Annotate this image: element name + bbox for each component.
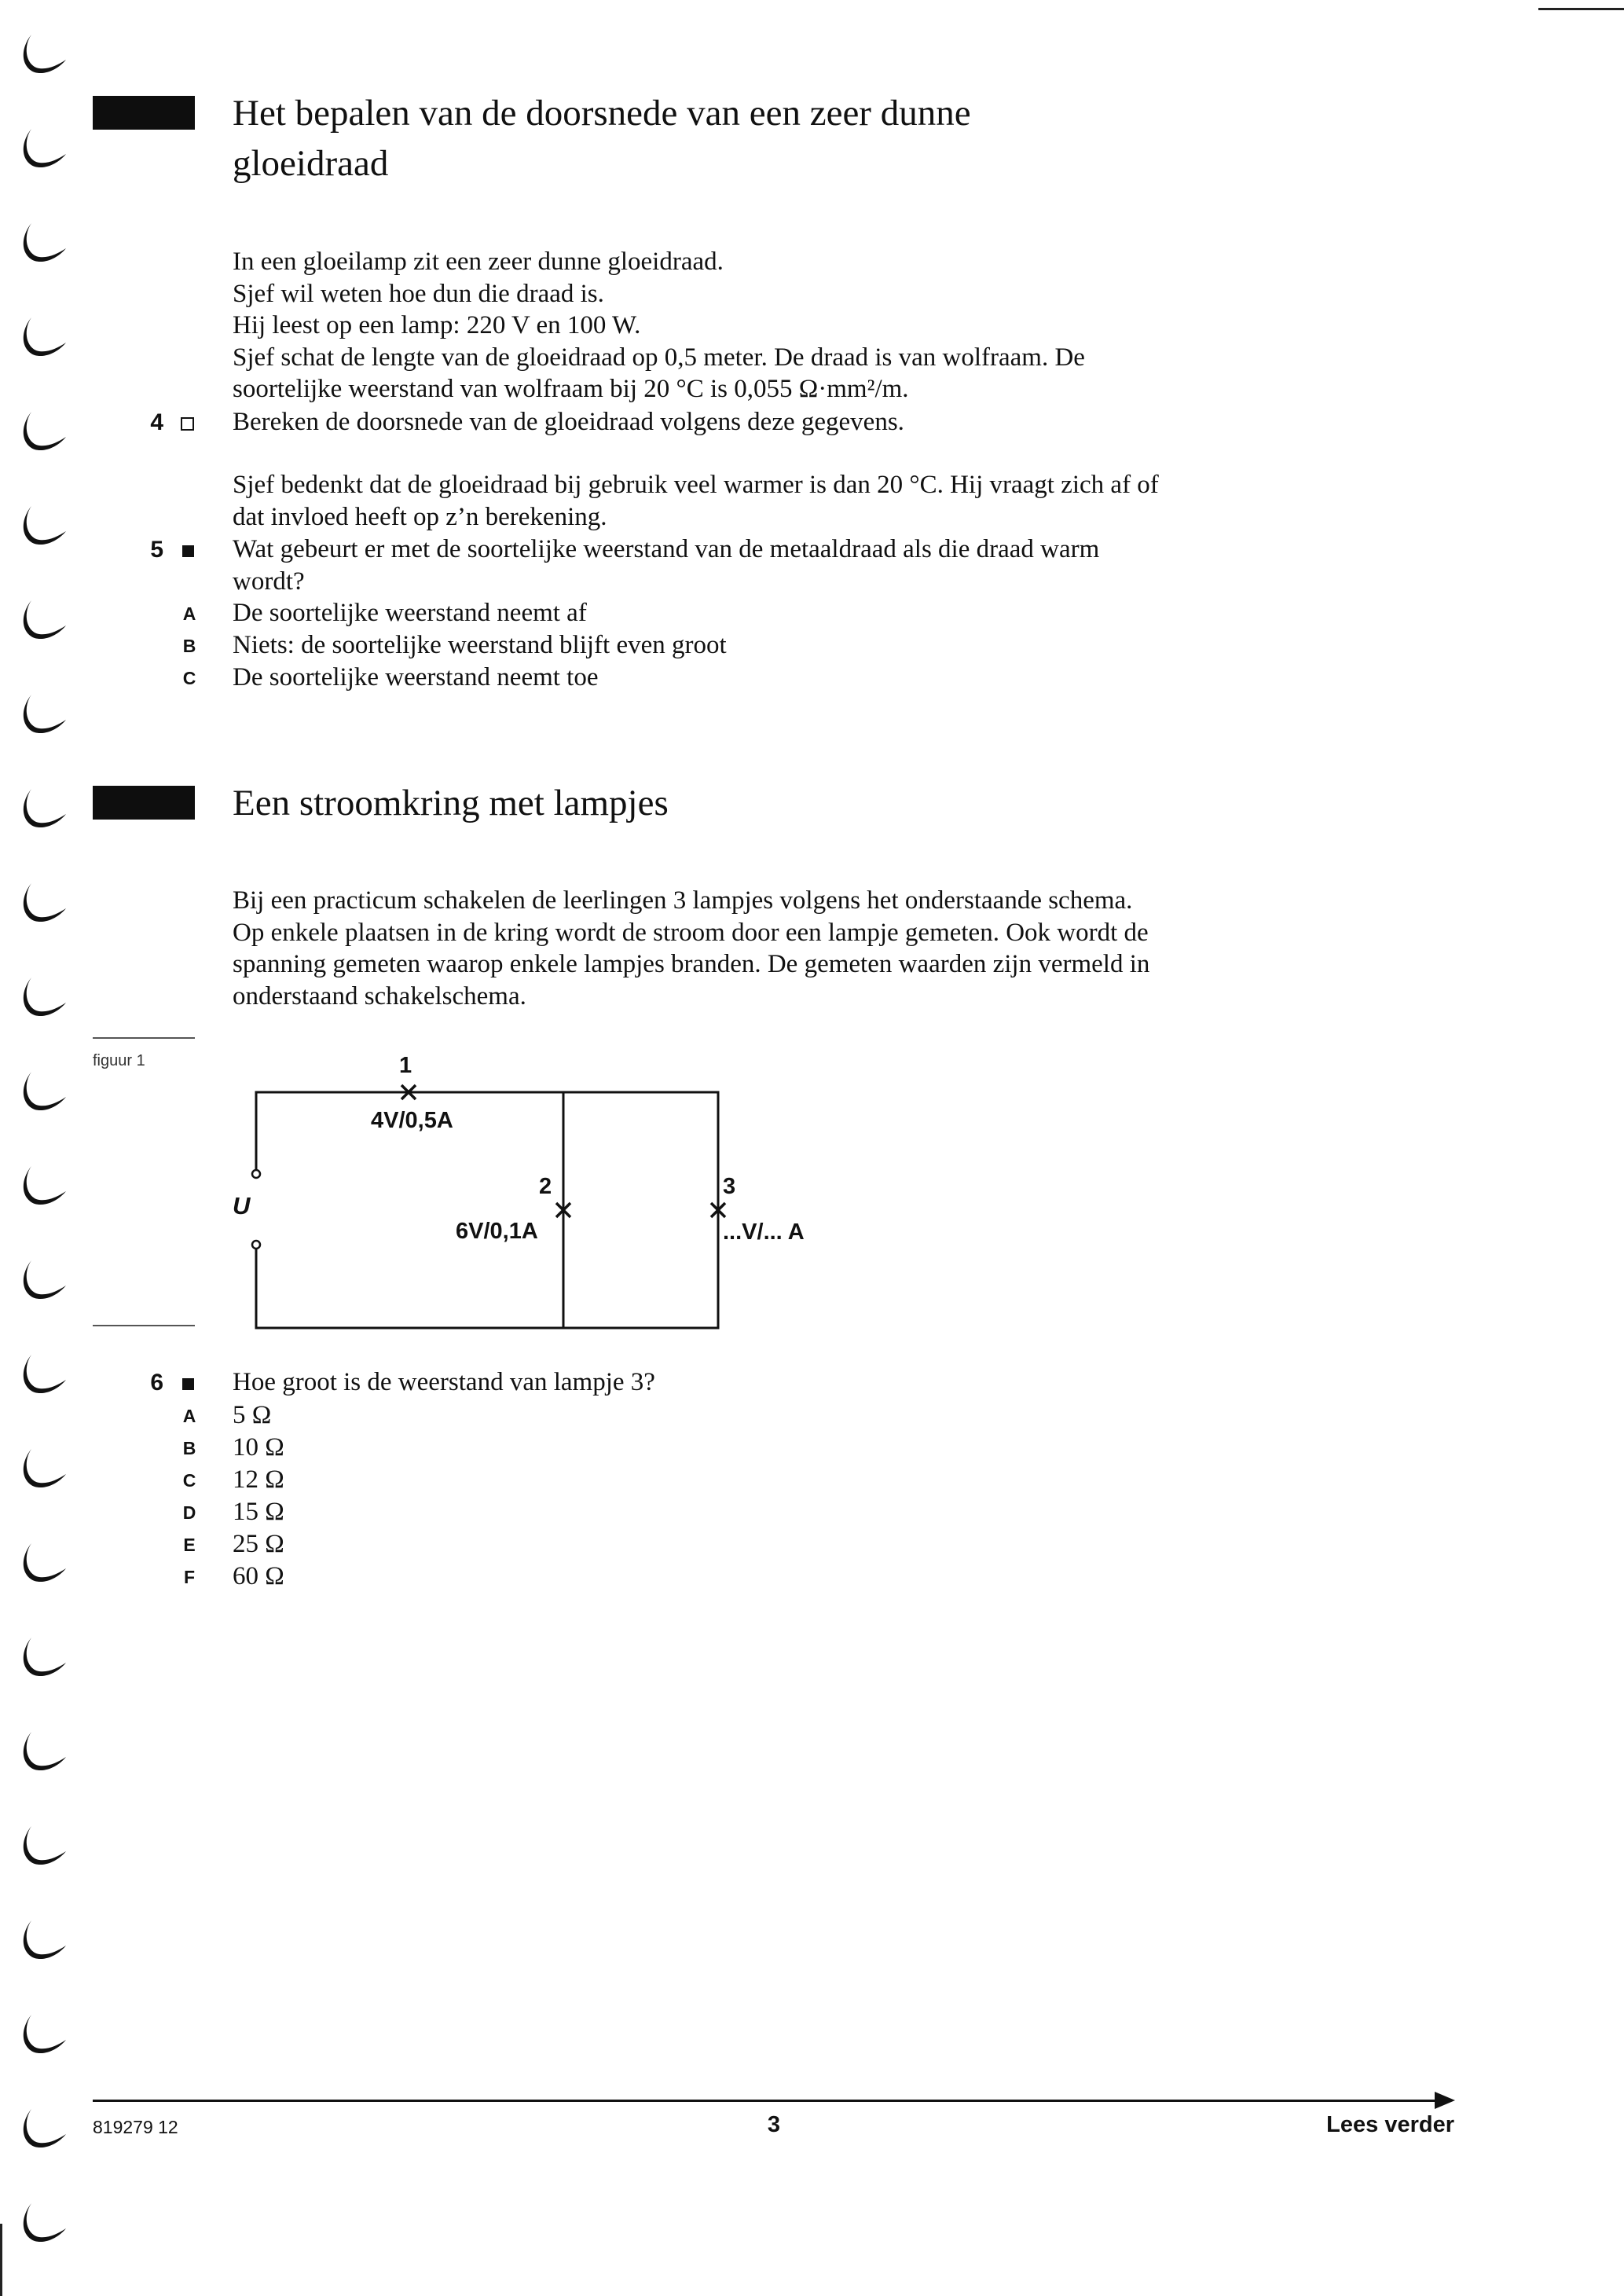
option-text: De soortelijke weerstand neemt af [233, 599, 587, 627]
text-line: onderstaand schakelschema. [233, 981, 526, 1010]
option-letter: B [182, 1438, 196, 1458]
exam-code: 819279 12 [93, 2117, 178, 2137]
continue-label: Lees verder [1326, 2112, 1454, 2137]
scan-edge [0, 2224, 2, 2296]
question-number: 5 [150, 537, 163, 563]
lamp-1-number: 1 [399, 1053, 412, 1078]
option-letter: C [182, 1470, 196, 1491]
footer-rule [93, 2100, 1444, 2102]
text-line: Wat gebeurt er met de soortelijke weerstand van de metaaldraad als die draad warm [233, 535, 1100, 563]
option-text: 12 Ω [233, 1465, 284, 1494]
option-letter: C [182, 668, 196, 688]
question-text: Hoe groot is de weerstand van lampje 3? [233, 1368, 655, 1396]
terminal-icon [252, 1241, 260, 1249]
text-line: dat invloed heeft op z’n berekening. [233, 502, 607, 531]
lamp-3-number: 3 [723, 1174, 736, 1199]
lamp-2-number: 2 [539, 1174, 552, 1199]
option-text: 10 Ω [233, 1433, 284, 1462]
terminal-icon [252, 1170, 260, 1178]
option-letter: B [182, 636, 196, 656]
text-line: Sjef wil weten hoe dun die draad is. [233, 279, 604, 308]
question-text: Bereken de doorsnede van de gloeidraad volgens deze gegevens. [233, 408, 904, 436]
option-letter: A [182, 1406, 196, 1426]
mc-question-square [182, 1378, 194, 1390]
source-label: U [233, 1192, 251, 1220]
question-number: 4 [150, 409, 163, 435]
option-letter: E [183, 1535, 196, 1555]
text-line: Sjef bedenkt dat de gloeidraad bij gebruik veel warmer is dan 20 °C. Hij vraagt zich af of [233, 471, 1159, 499]
figure-label: figuur 1 [93, 1052, 145, 1069]
lamp-1-value: 4V/0,5A [371, 1108, 453, 1133]
option-text: 5 Ω [233, 1401, 272, 1429]
option-text: 15 Ω [233, 1498, 284, 1526]
section-title-line: Het bepalen van de doorsnede van een zeer dunne [233, 93, 971, 134]
option-text: 25 Ω [233, 1530, 284, 1558]
text-line: spanning gemeten waarop enkele lampjes branden. De gemeten waarden zijn vermeld in [233, 950, 1150, 978]
lamp-2-value: 6V/0,1A [456, 1219, 538, 1244]
text-line: soortelijke weerstand van wolfraam bij 20 °C is 0,055 Ω·mm²/m. [233, 375, 909, 403]
text-line: Hij leest op een lamp: 220 V en 100 W. [233, 311, 641, 339]
page-number: 3 [767, 2112, 781, 2137]
text-line: Sjef schat de lengte van de gloeidraad op 0,5 meter. De draad is van wolfraam. De [233, 343, 1085, 372]
option-letter: F [183, 1567, 196, 1587]
lamp-3-value: ...V/... A [723, 1220, 805, 1245]
option-letter: D [182, 1502, 196, 1523]
text-line: In een gloeilamp zit een zeer dunne gloeidraad. [233, 248, 724, 276]
question-number: 6 [150, 1370, 163, 1396]
option-text: Niets: de soortelijke weerstand blijft even groot [233, 631, 727, 659]
option-text: 60 Ω [233, 1562, 284, 1590]
option-text: De soortelijke weerstand neemt toe [233, 663, 599, 691]
option-letter: A [182, 603, 196, 624]
section-title: Een stroomkring met lampjes [233, 783, 669, 823]
text-line: wordt? [233, 567, 305, 596]
section-title-line: gloeidraad [233, 143, 389, 184]
text-line: Bij een practicum schakelen de leerlingen 3 lampjes volgens het onderstaande schema. [233, 886, 1133, 915]
text-line: Op enkele plaatsen in de kring wordt de stroom door een lampje gemeten. Ook wordt de [233, 918, 1149, 947]
arrow-right-icon [1435, 2092, 1455, 2109]
